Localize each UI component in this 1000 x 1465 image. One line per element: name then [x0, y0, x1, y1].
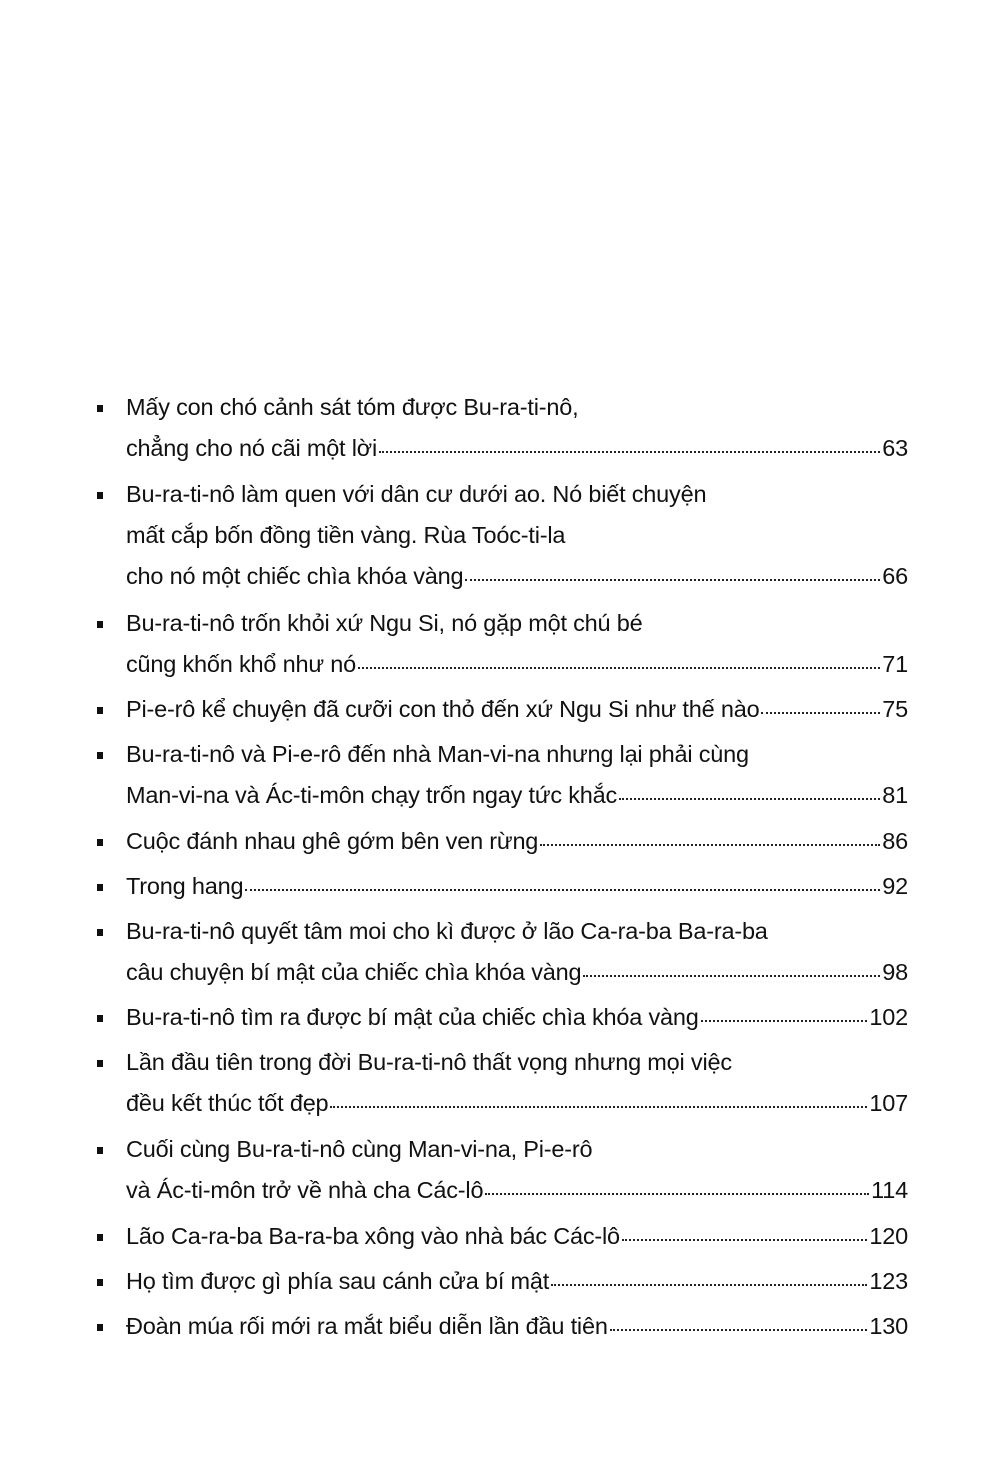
- dot-leader: [583, 957, 880, 981]
- page-number: 123: [869, 1268, 908, 1294]
- dot-leader: [701, 1002, 868, 1026]
- entry-title: cho nó một chiếc chìa khóa vàng: [126, 563, 464, 589]
- page-number: 120: [869, 1223, 908, 1249]
- entry-line: Bu-ra-ti-nô và Pi-e-rô đến nhà Man-vi-na nhưng lại phải cùng: [126, 741, 749, 767]
- entry-last-line: [126, 1170, 908, 1211]
- table-of-contents: [112, 387, 908, 1347]
- dot-leader: [379, 433, 880, 457]
- entry-title: và Ác-ti-môn trở về nhà cha Các-lô: [126, 1177, 484, 1203]
- entry-last-line: [126, 428, 908, 469]
- dot-leader: [358, 649, 880, 673]
- entry-title: câu chuyện bí mật của chiếc chìa khóa vàng: [126, 959, 582, 985]
- page-number: 71: [882, 651, 908, 677]
- dot-leader: [465, 561, 880, 585]
- dot-leader: [245, 871, 880, 895]
- entry-last-line: [126, 775, 908, 816]
- entry-title: Trong hang: [126, 873, 244, 899]
- toc-entry: [112, 911, 908, 993]
- toc-entry: [112, 387, 908, 469]
- page-number: 63: [882, 435, 908, 461]
- entry-last-line: [126, 1216, 908, 1257]
- dot-leader: [540, 826, 880, 850]
- page-number: 114: [871, 1177, 908, 1203]
- bullet-icon: [97, 405, 103, 412]
- toc-entry: [112, 1216, 908, 1257]
- bullet-icon: [97, 839, 103, 846]
- dot-leader: [610, 1311, 868, 1335]
- entry-line: mất cắp bốn đồng tiền vàng. Rùa Toóc-ti-la: [126, 522, 566, 548]
- bullet-icon: [97, 621, 103, 628]
- toc-entry: [112, 997, 908, 1038]
- dot-leader: [551, 1266, 867, 1290]
- bullet-icon: [97, 1324, 103, 1331]
- entry-title: Bu-ra-ti-nô tìm ra được bí mật của chiếc chìa khóa vàng: [126, 1004, 699, 1030]
- entry-title: Pi-e-rô kể chuyện đã cưỡi con thỏ đến xứ Ngu Si như thế nào: [126, 696, 760, 722]
- page-number: 102: [869, 1004, 908, 1030]
- toc-entry: [112, 1261, 908, 1302]
- entry-title: Lão Ca-ra-ba Ba-ra-ba xông vào nhà bác Các-lô: [126, 1223, 620, 1249]
- page-number: 130: [869, 1313, 908, 1339]
- entry-last-line: [126, 556, 908, 597]
- entry-title: cũng khốn khổ như nó: [126, 651, 356, 677]
- bullet-icon: [97, 1060, 103, 1067]
- entry-title: chẳng cho nó cãi một lời: [126, 435, 377, 461]
- toc-entry: [112, 474, 908, 597]
- bullet-icon: [97, 884, 103, 891]
- entry-last-line: [126, 644, 908, 685]
- bullet-icon: [97, 1147, 103, 1154]
- entry-line: Cuối cùng Bu-ra-ti-nô cùng Man-vi-na, Pi-e-rô: [126, 1136, 593, 1162]
- entry-line: Mấy con chó cảnh sát tóm được Bu-ra-ti-nô,: [126, 394, 579, 420]
- page-number: 92: [882, 873, 908, 899]
- toc-entry: [112, 1042, 908, 1124]
- entry-last-line: [126, 821, 908, 862]
- dot-leader: [619, 780, 880, 804]
- bullet-icon: [97, 1279, 103, 1286]
- dot-leader: [761, 694, 880, 718]
- dot-leader: [622, 1221, 867, 1245]
- toc-entry: [112, 1306, 908, 1347]
- entry-title: đều kết thúc tốt đẹp: [126, 1090, 329, 1116]
- toc-entry: [112, 866, 908, 907]
- bullet-icon: [97, 492, 103, 499]
- entry-title: Cuộc đánh nhau ghê gớm bên ven rừng: [126, 828, 539, 854]
- page-number: 98: [882, 959, 908, 985]
- dot-leader: [330, 1088, 867, 1112]
- entry-last-line: [126, 1083, 908, 1124]
- entry-line: Bu-ra-ti-nô trốn khỏi xứ Ngu Si, nó gặp một chú bé: [126, 610, 643, 636]
- bullet-icon: [97, 929, 103, 936]
- bullet-icon: [97, 752, 103, 759]
- bullet-icon: [97, 1015, 103, 1022]
- entry-last-line: [126, 997, 908, 1038]
- toc-entry: [112, 689, 908, 730]
- toc-entry: [112, 1129, 908, 1211]
- entry-title: Man-vi-na và Ác-ti-môn chạy trốn ngay tức khắc: [126, 782, 618, 808]
- page-number: 66: [882, 563, 908, 589]
- entry-last-line: [126, 1261, 908, 1302]
- entry-title: Họ tìm được gì phía sau cánh cửa bí mật: [126, 1268, 550, 1294]
- entry-last-line: [126, 1306, 908, 1347]
- entry-last-line: [126, 689, 908, 730]
- bullet-icon: [97, 1234, 103, 1241]
- page-number: 86: [882, 828, 908, 854]
- toc-entry: [112, 821, 908, 862]
- page-number: 81: [882, 782, 908, 808]
- toc-entry: [112, 734, 908, 816]
- entry-line: Bu-ra-ti-nô làm quen với dân cư dưới ao. Nó biết chuyện: [126, 481, 707, 507]
- page-number: 75: [882, 696, 908, 722]
- bullet-icon: [97, 707, 103, 714]
- page-number: 107: [869, 1090, 908, 1116]
- entry-line: Lần đầu tiên trong đời Bu-ra-ti-nô thất vọng nhưng mọi việc: [126, 1049, 732, 1075]
- entry-last-line: [126, 952, 908, 993]
- entry-line: Bu-ra-ti-nô quyết tâm moi cho kì được ở lão Ca-ra-ba Ba-ra-ba: [126, 918, 768, 944]
- toc-entry: [112, 603, 908, 685]
- dot-leader: [485, 1175, 869, 1199]
- entry-title: Đoàn múa rối mới ra mắt biểu diễn lần đầu tiên: [126, 1313, 608, 1339]
- entry-last-line: [126, 866, 908, 907]
